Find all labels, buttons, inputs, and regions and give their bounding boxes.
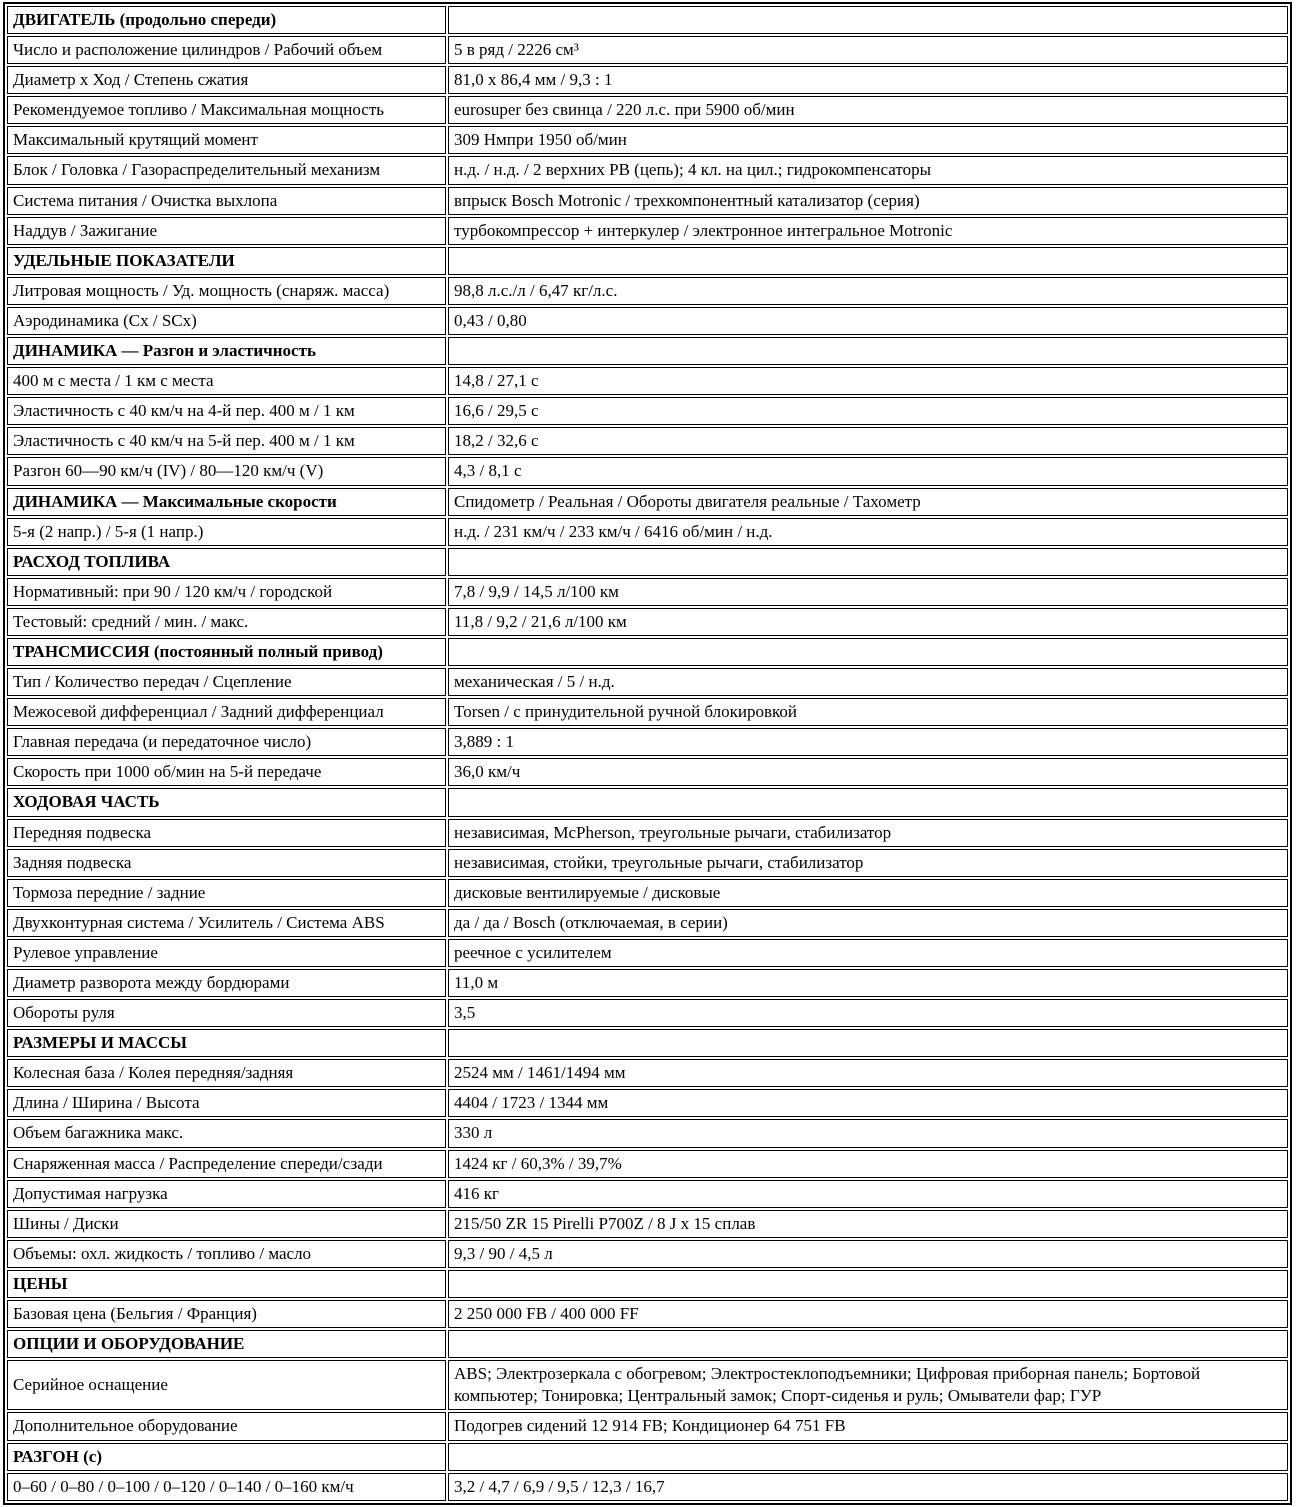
spec-value: 36,0 км/ч	[448, 758, 1288, 786]
spec-label: Допустимая нагрузка	[7, 1180, 446, 1208]
spec-label: Аэродинамика (Cx / SCx)	[7, 307, 446, 335]
spec-value: 4404 / 1723 / 1344 мм	[448, 1089, 1288, 1117]
spec-label: Межосевой дифференциал / Задний дифференциал	[7, 698, 446, 726]
spec-label: Тестовый: средний / мин. / макс.	[7, 608, 446, 636]
spec-row	[7, 427, 1288, 455]
spec-value	[448, 1330, 1288, 1358]
spec-value: н.д. / н.д. / 2 верхних РВ (цепь); 4 кл. на цил.; гидрокомпенсаторы	[448, 156, 1288, 184]
spec-row	[7, 1119, 1288, 1147]
spec-value: 18,2 / 32,6 с	[448, 427, 1288, 455]
spec-value: Torsen / с принудительной ручной блокировкой	[448, 698, 1288, 726]
spec-label: Объем багажника макс.	[7, 1119, 446, 1147]
spec-value: ABS; Электрозеркала с обогревом; Электростеклоподъемники; Цифровая приборная панель; Бортовой компьютер; Тонировка; Центральный замок; Спорт-сиденья и руль; Омыватели фар; ГУР	[448, 1360, 1288, 1410]
spec-value: 14,8 / 27,1 с	[448, 367, 1288, 395]
spec-value: 7,8 / 9,9 / 14,5 л/100 км	[448, 578, 1288, 606]
spec-value	[448, 337, 1288, 365]
spec-value: 309 Нмпри 1950 об/мин	[448, 126, 1288, 154]
spec-row	[7, 36, 1288, 64]
spec-row	[7, 1360, 1288, 1410]
spec-row	[7, 66, 1288, 94]
spec-row	[7, 1180, 1288, 1208]
spec-value: eurosuper без свинца / 220 л.с. при 5900 об/мин	[448, 96, 1288, 124]
section-row	[7, 247, 1288, 275]
spec-value: 330 л	[448, 1119, 1288, 1147]
spec-value: 2 250 000 FB / 400 000 FF	[448, 1300, 1288, 1328]
spec-label: Снаряженная масса / Распределение спереди/сзади	[7, 1150, 446, 1178]
spec-value: 0,43 / 0,80	[448, 307, 1288, 335]
spec-value: дисковые вентилируемые / дисковые	[448, 879, 1288, 907]
spec-value: механическая / 5 / н.д.	[448, 668, 1288, 696]
section-title: ДИНАМИКА — Максимальные скорости	[7, 488, 446, 516]
spec-row	[7, 1059, 1288, 1087]
spec-value: реечное с усилителем	[448, 939, 1288, 967]
spec-row	[7, 578, 1288, 606]
section-title: ОПЦИИ И ОБОРУДОВАНИЕ	[7, 1330, 446, 1358]
section-title: ДИНАМИКА — Разгон и эластичность	[7, 337, 446, 365]
spec-value: 2524 мм / 1461/1494 мм	[448, 1059, 1288, 1087]
spec-row	[7, 1412, 1288, 1440]
section-row	[7, 1029, 1288, 1057]
spec-label: Диаметр x Ход / Степень сжатия	[7, 66, 446, 94]
spec-value: 81,0 x 86,4 мм / 9,3 : 1	[448, 66, 1288, 94]
spec-label: Скорость при 1000 об/мин на 5-й передаче	[7, 758, 446, 786]
spec-label: Тип / Количество передач / Сцепление	[7, 668, 446, 696]
spec-row	[7, 126, 1288, 154]
spec-label: Передняя подвеска	[7, 819, 446, 847]
spec-label: Блок / Головка / Газораспределительный механизм	[7, 156, 446, 184]
spec-value	[448, 548, 1288, 576]
spec-label: Базовая цена (Бельгия / Франция)	[7, 1300, 446, 1328]
spec-value: 11,0 м	[448, 969, 1288, 997]
spec-label: Обороты руля	[7, 999, 446, 1027]
spec-label: Максимальный крутящий момент	[7, 126, 446, 154]
spec-row	[7, 217, 1288, 245]
spec-table	[3, 2, 1292, 1505]
spec-label: Число и расположение цилиндров / Рабочий объем	[7, 36, 446, 64]
spec-label: Система питания / Очистка выхлопа	[7, 187, 446, 215]
spec-value	[448, 1443, 1288, 1471]
spec-row	[7, 698, 1288, 726]
section-title: ХОДОВАЯ ЧАСТЬ	[7, 788, 446, 816]
spec-label: Рекомендуемое топливо / Максимальная мощность	[7, 96, 446, 124]
spec-row	[7, 999, 1288, 1027]
spec-row	[7, 879, 1288, 907]
spec-value: турбокомпрессор + интеркулер / электронное интегральное Motronic	[448, 217, 1288, 245]
spec-label: Разгон 60—90 км/ч (IV) / 80—120 км/ч (V)	[7, 457, 446, 485]
spec-value: 215/50 ZR 15 Pirelli P700Z / 8 J x 15 сплав	[448, 1210, 1288, 1238]
spec-value: 98,8 л.с./л / 6,47 кг/л.с.	[448, 277, 1288, 305]
spec-value: н.д. / 231 км/ч / 233 км/ч / 6416 об/мин / н.д.	[448, 518, 1288, 546]
section-row	[7, 638, 1288, 666]
spec-row	[7, 397, 1288, 425]
spec-value: 3,5	[448, 999, 1288, 1027]
spec-label: 5-я (2 напр.) / 5-я (1 напр.)	[7, 518, 446, 546]
section-row	[7, 488, 1288, 516]
spec-row	[7, 1089, 1288, 1117]
spec-row	[7, 608, 1288, 636]
spec-value: 3,889 : 1	[448, 728, 1288, 756]
spec-row	[7, 668, 1288, 696]
section-row	[7, 1330, 1288, 1358]
spec-label: Шины / Диски	[7, 1210, 446, 1238]
section-row	[7, 6, 1288, 34]
spec-row	[7, 819, 1288, 847]
spec-row	[7, 518, 1288, 546]
section-row	[7, 788, 1288, 816]
section-title: РАЗМЕРЫ И МАССЫ	[7, 1029, 446, 1057]
spec-value: 1424 кг / 60,3% / 39,7%	[448, 1150, 1288, 1178]
spec-label: Тормоза передние / задние	[7, 879, 446, 907]
spec-row	[7, 96, 1288, 124]
spec-row	[7, 1473, 1288, 1501]
spec-value: 9,3 / 90 / 4,5 л	[448, 1240, 1288, 1268]
spec-label: Длина / Ширина / Высота	[7, 1089, 446, 1117]
section-row	[7, 1270, 1288, 1298]
spec-value: независимая, McPherson, треугольные рычаги, стабилизатор	[448, 819, 1288, 847]
spec-value: 416 кг	[448, 1180, 1288, 1208]
spec-label: Нормативный: при 90 / 120 км/ч / городской	[7, 578, 446, 606]
spec-value: 11,8 / 9,2 / 21,6 л/100 км	[448, 608, 1288, 636]
section-row	[7, 548, 1288, 576]
spec-value: да / да / Bosch (отключаемая, в серии)	[448, 909, 1288, 937]
spec-value	[448, 247, 1288, 275]
spec-value	[448, 788, 1288, 816]
spec-row	[7, 307, 1288, 335]
spec-row	[7, 969, 1288, 997]
spec-row	[7, 939, 1288, 967]
section-title: ТРАНСМИССИЯ (постоянный полный привод)	[7, 638, 446, 666]
spec-row	[7, 277, 1288, 305]
spec-label: Эластичность с 40 км/ч на 4-й пер. 400 м / 1 км	[7, 397, 446, 425]
spec-value: впрыск Bosch Motronic / трехкомпонентный катализатор (серия)	[448, 187, 1288, 215]
spec-row	[7, 758, 1288, 786]
spec-label: Диаметр разворота между бордюрами	[7, 969, 446, 997]
spec-label: Рулевое управление	[7, 939, 446, 967]
spec-label: Объемы: охл. жидкость / топливо / масло	[7, 1240, 446, 1268]
section-row	[7, 1443, 1288, 1471]
section-row	[7, 337, 1288, 365]
spec-value	[448, 638, 1288, 666]
spec-label: 0–60 / 0–80 / 0–100 / 0–120 / 0–140 / 0–160 км/ч	[7, 1473, 446, 1501]
spec-row	[7, 728, 1288, 756]
section-title: РАСХОД ТОПЛИВА	[7, 548, 446, 576]
section-title: ДВИГАТЕЛЬ (продольно спереди)	[7, 6, 446, 34]
spec-value	[448, 1270, 1288, 1298]
spec-label: 400 м с места / 1 км с места	[7, 367, 446, 395]
spec-label: Дополнительное оборудование	[7, 1412, 446, 1440]
spec-label: Колесная база / Колея передняя/задняя	[7, 1059, 446, 1087]
spec-value	[448, 6, 1288, 34]
section-title: УДЕЛЬНЫЕ ПОКАЗАТЕЛИ	[7, 247, 446, 275]
spec-row	[7, 1150, 1288, 1178]
spec-label: Серийное оснащение	[7, 1360, 446, 1410]
spec-value: 4,3 / 8,1 с	[448, 457, 1288, 485]
spec-row	[7, 156, 1288, 184]
spec-value: 16,6 / 29,5 с	[448, 397, 1288, 425]
spec-row	[7, 1210, 1288, 1238]
section-title: ЦЕНЫ	[7, 1270, 446, 1298]
spec-row	[7, 457, 1288, 485]
spec-row	[7, 1240, 1288, 1268]
spec-value: 5 в ряд / 2226 см³	[448, 36, 1288, 64]
spec-label: Эластичность с 40 км/ч на 5-й пер. 400 м / 1 км	[7, 427, 446, 455]
spec-value: независимая, стойки, треугольные рычаги, стабилизатор	[448, 849, 1288, 877]
spec-value: Подогрев сидений 12 914 FB; Кондиционер 64 751 FB	[448, 1412, 1288, 1440]
spec-value: 3,2 / 4,7 / 6,9 / 9,5 / 12,3 / 16,7	[448, 1473, 1288, 1501]
spec-label: Двухконтурная система / Усилитель / Система ABS	[7, 909, 446, 937]
spec-label: Литровая мощность / Уд. мощность (снаряж. масса)	[7, 277, 446, 305]
spec-label: Главная передача (и передаточное число)	[7, 728, 446, 756]
spec-row	[7, 367, 1288, 395]
spec-row	[7, 187, 1288, 215]
spec-row	[7, 909, 1288, 937]
spec-row	[7, 849, 1288, 877]
spec-row	[7, 1300, 1288, 1328]
spec-label: Задняя подвеска	[7, 849, 446, 877]
spec-label: Наддув / Зажигание	[7, 217, 446, 245]
spec-value	[448, 1029, 1288, 1057]
section-title: РАЗГОН (с)	[7, 1443, 446, 1471]
spec-value: Спидометр / Реальная / Обороты двигателя реальные / Тахометр	[448, 488, 1288, 516]
spec-table-body	[7, 6, 1288, 1501]
